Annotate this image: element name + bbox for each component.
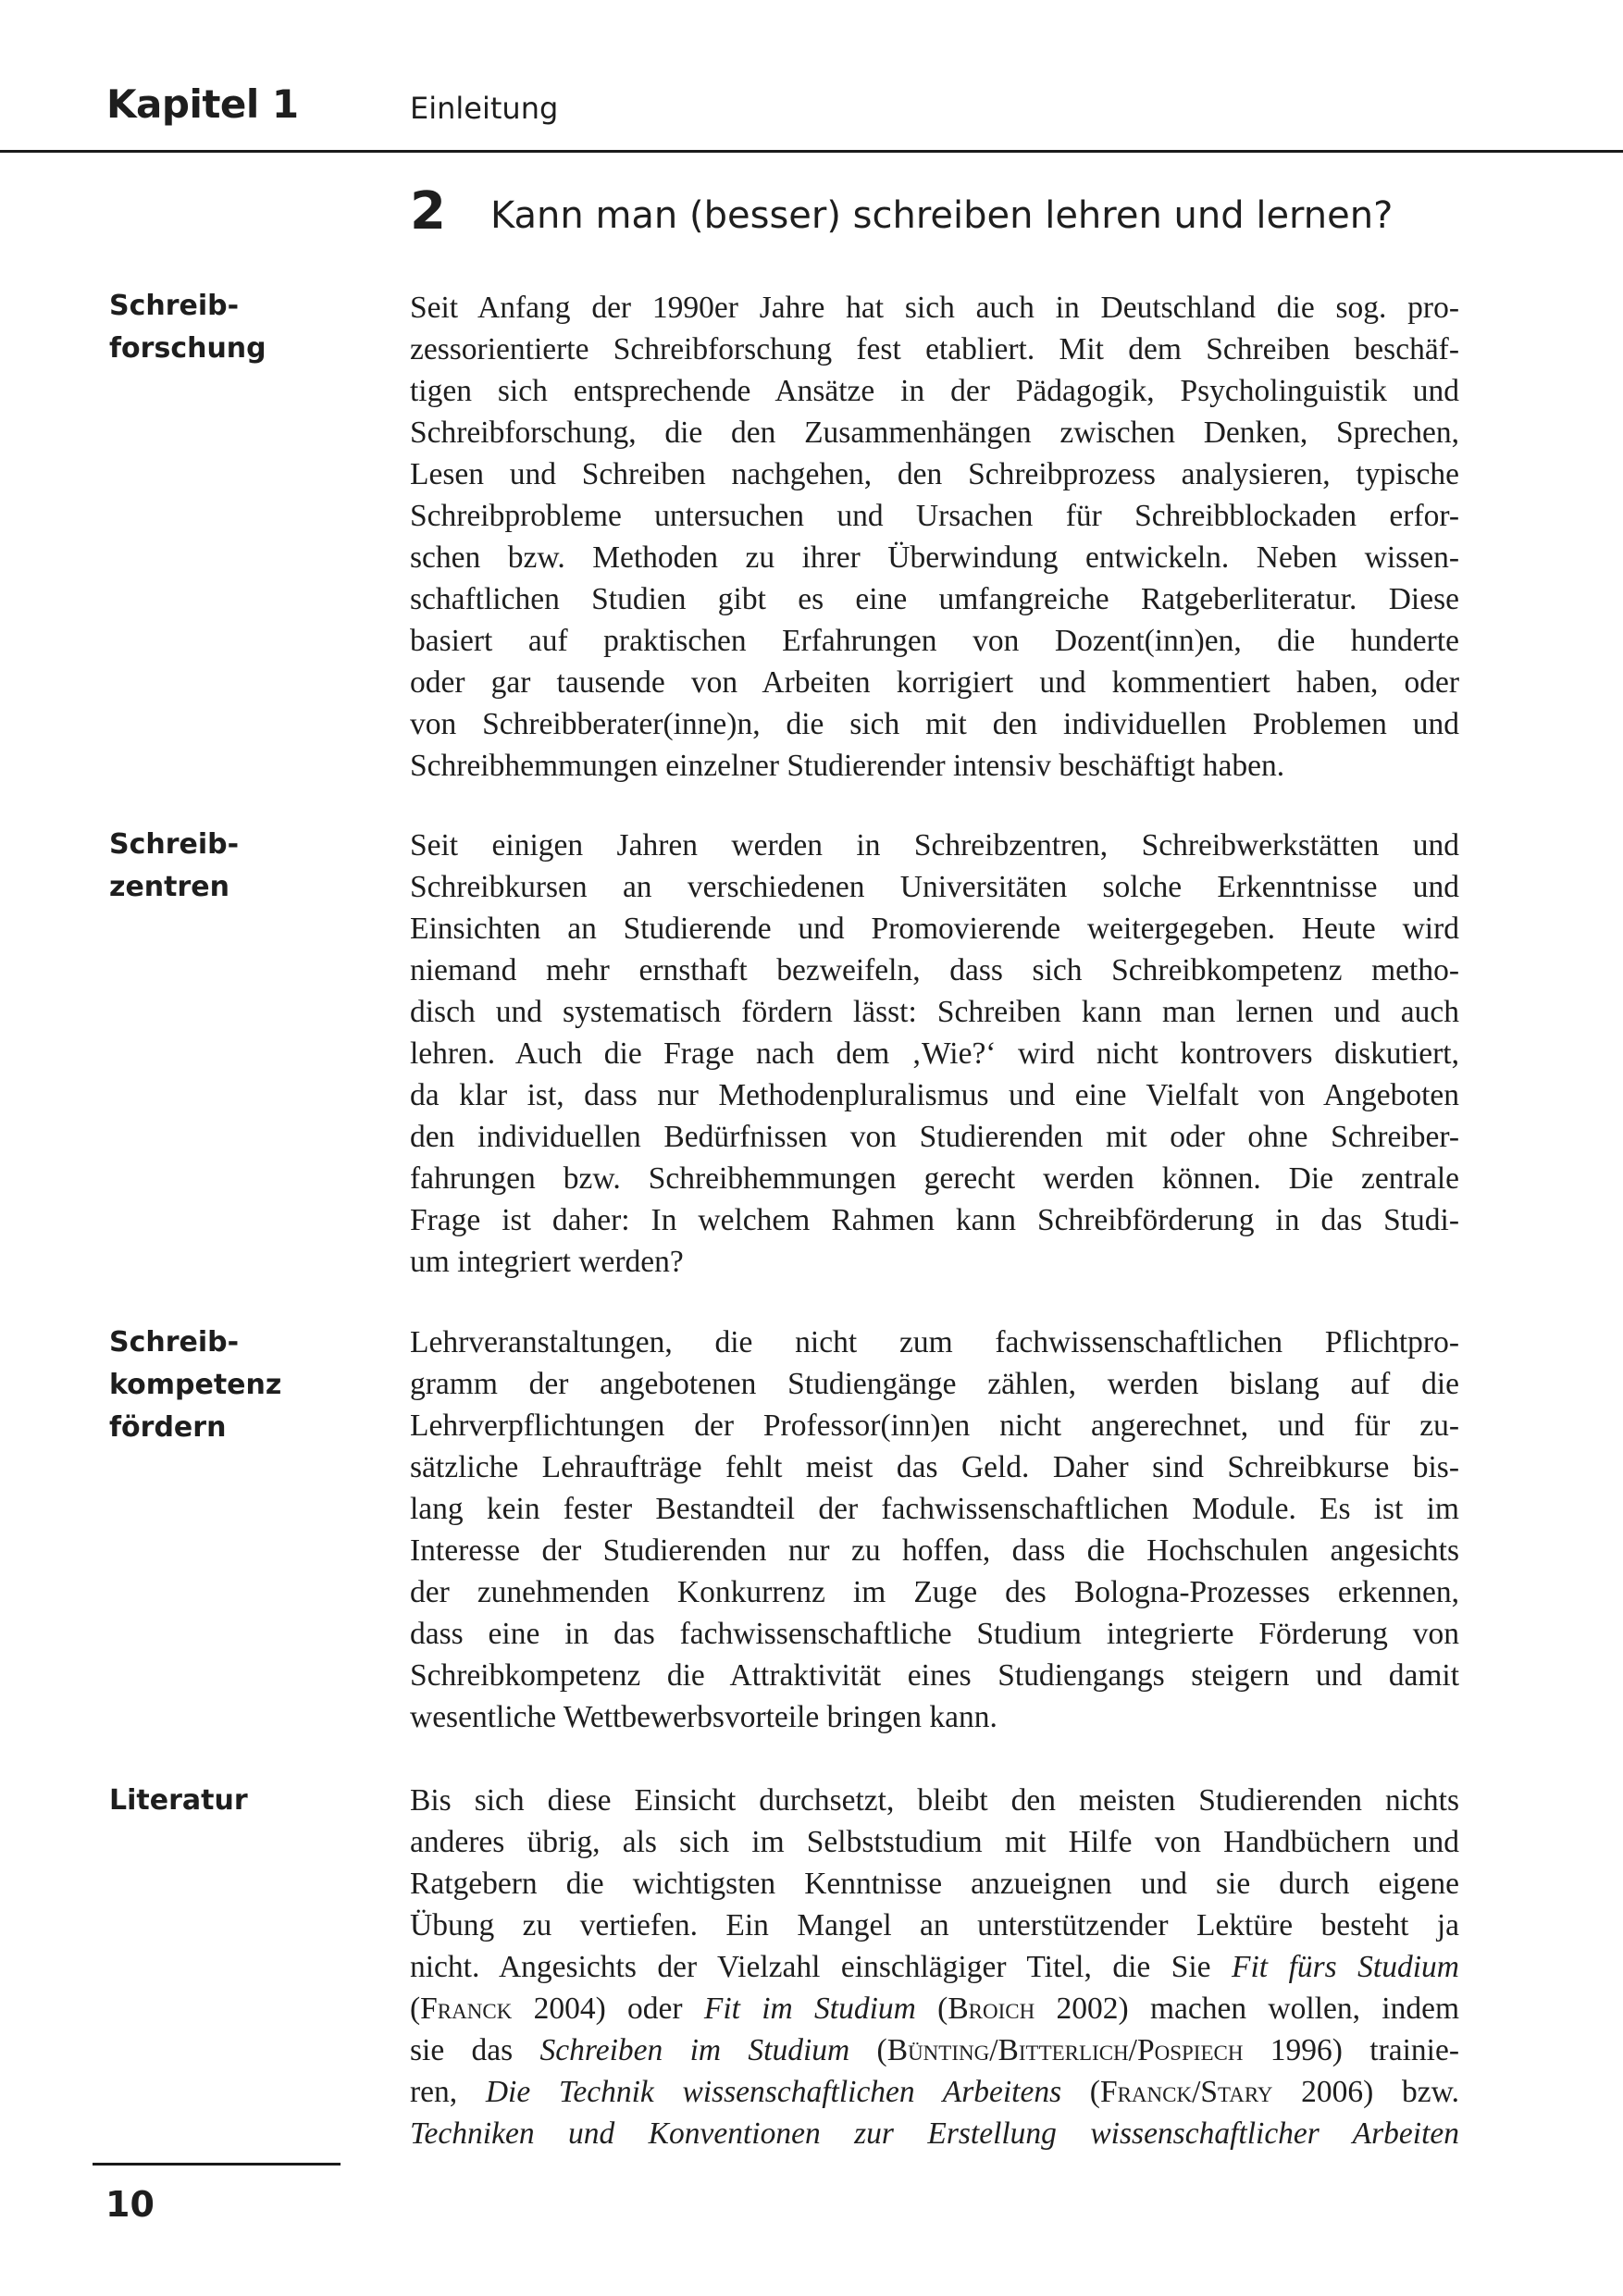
- text-segment: (: [915, 1992, 948, 2026]
- text-line: Ratgebern die wichtigsten Kenntnisse anzueignen und sie durch eigene: [410, 1867, 1459, 1901]
- author-name: Franck/Stary: [1099, 2075, 1273, 2109]
- text-line: [410, 1988, 1459, 2029]
- text-line: [410, 2071, 1459, 2113]
- text-line: Frage ist daher: In welchem Rahmen kann Schreibförderung in das Studi-: [410, 1203, 1459, 1237]
- text-line: Schreibprobleme untersuchen und Ursachen für Schreibblockaden erfor-: [410, 499, 1459, 533]
- text-line: Übung zu vertiefen. Ein Mangel an unterstützender Lektüre besteht ja: [410, 1908, 1459, 1942]
- book-title-fit-fuers-studium: Fit fürs Studium: [1232, 1950, 1459, 1984]
- paragraph-2: [410, 825, 1459, 1283]
- text-line: [410, 2029, 1459, 2071]
- footer-rule: [93, 2163, 341, 2166]
- text-line: dass eine in das fachwissenschaftliche Studium integrierte Förderung von: [410, 1617, 1459, 1651]
- text-line: Lesen und Schreiben nachgehen, den Schreibprozess analysieren, typische: [410, 457, 1459, 491]
- text-line: [410, 1946, 1459, 1988]
- text-line: der zunehmenden Konkurrenz im Zuge des Bologna-Prozesses erkennen,: [410, 1575, 1459, 1609]
- text-line: schen bzw. Methoden zu ihrer Überwindung entwickeln. Neben wissen-: [410, 540, 1459, 575]
- chapter-title: Einleitung: [410, 91, 559, 126]
- book-title-fit-im-studium: Fit im Studium: [703, 1992, 916, 2026]
- text-line: basiert auf praktischen Erfahrungen von Dozent(inn)en, die hunderte: [410, 624, 1459, 658]
- book-title-techniken-konventionen: Techniken und Konventionen zur Erstellung wissenschaftlicher Arbeiten: [410, 2116, 1459, 2151]
- chapter-label: Kapitel 1: [106, 81, 299, 127]
- text-line: tigen sich entsprechende Ansätze in der Pädagogik, Psycholinguistik und: [410, 374, 1459, 408]
- text-line: oder gar tausende von Arbeiten korrigiert und kommentiert haben, oder: [410, 665, 1459, 700]
- text-line: Seit Anfang der 1990er Jahre hat sich auch in Deutschland die sog. pro-: [410, 291, 1459, 325]
- text-line: Seit einigen Jahren werden in Schreibzentren, Schreibwerkstätten und: [410, 828, 1459, 863]
- paragraph-4: [410, 1780, 1459, 2154]
- section-title: Kann man (besser) schreiben lehren und lernen?: [490, 194, 1394, 237]
- text-segment: nicht. Angesichts der Vielzahl einschlägiger Titel, die Sie: [410, 1950, 1233, 1984]
- text-line: um integriert werden?: [410, 1245, 684, 1279]
- text-line: wesentliche Wettbewerbsvorteile bringen kann.: [410, 1700, 997, 1734]
- paragraph-1: [410, 287, 1459, 787]
- text-line: Bis sich diese Einsicht durchsetzt, bleibt den meisten Studierenden nichts: [410, 1783, 1459, 1818]
- text-line: Interesse der Studierenden nur zu hoffen, dass die Hochschulen angesichts: [410, 1533, 1459, 1568]
- text-line: Lehrveranstaltungen, die nicht zum fachwissenschaftlichen Pflichtpro-: [410, 1325, 1459, 1359]
- text-segment: sie das: [410, 2033, 540, 2067]
- text-line: Lehrverpflichtungen der Professor(inn)en nicht angerechnet, und für zu-: [410, 1409, 1459, 1443]
- author-name: Broich: [948, 1992, 1035, 2026]
- section-number: 2: [410, 181, 446, 242]
- text-line: Schreibforschung, die den Zusammenhängen zwischen Denken, Sprechen,: [410, 416, 1459, 450]
- author-name: Bünting/Bitterlich/Pospiech: [886, 2033, 1244, 2067]
- text-segment: ren,: [410, 2075, 486, 2109]
- text-line: fahrungen bzw. Schreibhemmungen gerecht werden können. Die zentrale: [410, 1161, 1459, 1196]
- margin-note-schreibforschung: Schreib- forschung: [109, 290, 266, 365]
- text-line: Einsichten an Studierende und Promovierende weitergegeben. Heute wird: [410, 912, 1459, 946]
- book-title-schreiben-im-studium: Schreiben im Studium: [539, 2033, 850, 2067]
- text-line: anderes übrig, als sich im Selbststudium mit Hilfe von Handbüchern und: [410, 1825, 1459, 1859]
- text-segment: 2004) oder: [512, 1992, 704, 2026]
- text-line: disch und systematisch fördern lässt: Schreiben kann man lernen und auch: [410, 995, 1459, 1029]
- text-segment: (: [849, 2033, 887, 2067]
- book-title-technik-wiss-arbeitens: Die Technik wissenschaftlichen Arbeitens: [485, 2075, 1062, 2109]
- text-segment: 2006) bzw.: [1272, 2075, 1460, 2109]
- text-line: zessorientierte Schreibforschung fest etabliert. Mit dem Schreiben beschäf-: [410, 332, 1459, 366]
- margin-note-literatur: Literatur: [109, 1784, 248, 1817]
- margin-note-schreibkompetenz: Schreib- kompetenz fördern: [109, 1326, 282, 1444]
- paragraph-3: [410, 1322, 1459, 1738]
- text-line: gramm der angebotenen Studiengänge zählen, werden bislang auf die: [410, 1367, 1459, 1401]
- page-number: 10: [105, 2184, 155, 2225]
- text-line: Schreibkompetenz die Attraktivität eines Studiengangs steigern und damit: [410, 1658, 1459, 1693]
- text-segment: 1996) trainie-: [1243, 2033, 1460, 2067]
- text-line: Schreibhemmungen einzelner Studierender intensiv beschäftigt haben.: [410, 749, 1285, 783]
- text-line: niemand mehr ernsthaft bezweifeln, dass sich Schreibkompetenz metho-: [410, 953, 1459, 987]
- text-line: [410, 2113, 1459, 2154]
- text-line: da klar ist, dass nur Methodenpluralismus und eine Vielfalt von Angeboten: [410, 1078, 1459, 1112]
- text-segment: (: [1061, 2075, 1100, 2109]
- text-line: von Schreibberater(inne)n, die sich mit den individuellen Problemen und: [410, 707, 1459, 741]
- header-rule: [0, 150, 1623, 153]
- text-line: Schreibkursen an verschiedenen Universitäten solche Erkenntnisse und: [410, 870, 1459, 904]
- text-line: lang kein fester Bestandteil der fachwissenschaftlichen Module. Es ist im: [410, 1492, 1459, 1526]
- text-line: lehren. Auch die Frage nach dem ‚Wie?‘ wird nicht kontrovers diskutiert,: [410, 1036, 1459, 1071]
- author-name: Franck: [420, 1992, 513, 2026]
- text-line: den individuellen Bedürfnissen von Studierenden mit oder ohne Schreiber-: [410, 1120, 1459, 1154]
- text-line: schaftlichen Studien gibt es eine umfangreiche Ratgeberliteratur. Diese: [410, 582, 1459, 616]
- text-line: sätzliche Lehraufträge fehlt meist das Geld. Daher sind Schreibkurse bis-: [410, 1450, 1459, 1484]
- margin-note-schreibzentren: Schreib- zentren: [109, 828, 240, 903]
- text-segment: 2002) machen wollen, indem: [1035, 1992, 1459, 2026]
- text-segment: (: [410, 1992, 421, 2026]
